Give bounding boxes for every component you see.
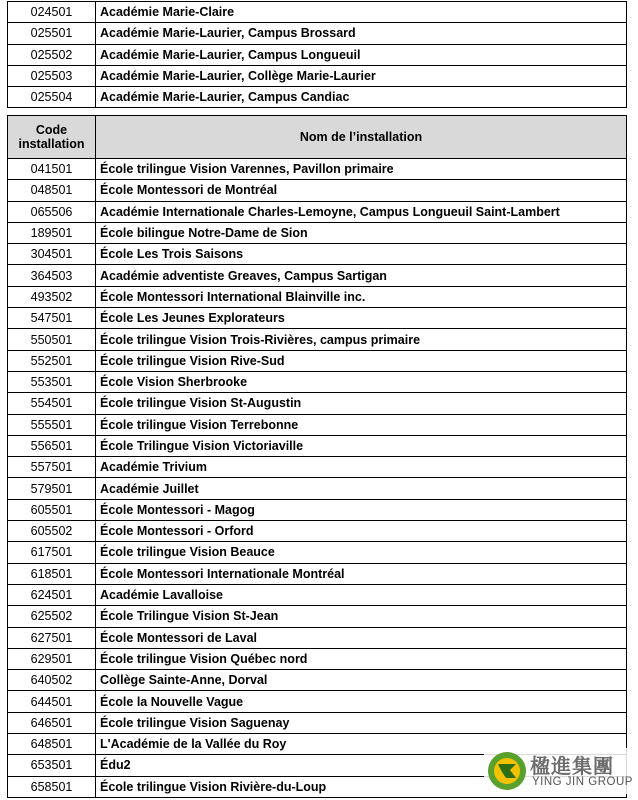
table-row [8,222,627,243]
top-table [7,1,627,108]
installation-code: 025504 [8,87,96,108]
installation-code: 304501 [8,244,96,265]
installation-name: L'Académie de la Vallée du Roy [96,734,627,755]
installation-code: 555501 [8,414,96,435]
table-row [8,44,627,65]
table-row [8,691,627,712]
table-row [8,308,627,329]
installation-code: 617501 [8,542,96,563]
table-row [8,521,627,542]
table-row [8,414,627,435]
table-row [8,627,627,648]
installation-name: Académie Trivium [96,457,627,478]
installation-code: 048501 [8,180,96,201]
installation-code: 644501 [8,691,96,712]
installation-name: Collège Sainte-Anne, Dorval [96,670,627,691]
installation-name: École Montessori - Orford [96,521,627,542]
installation-name: École trilingue Vision Varennes, Pavillon primaire [96,159,627,180]
installation-code: 625502 [8,606,96,627]
installation-code: 653501 [8,755,96,776]
table-row [8,478,627,499]
installation-code: 624501 [8,584,96,605]
installation-name: École Trilingue Vision St-Jean [96,606,627,627]
installation-name: École la Nouvelle Vague [96,691,627,712]
installation-code: 553501 [8,371,96,392]
installation-code: 556501 [8,435,96,456]
installation-name: École Montessori - Magog [96,499,627,520]
table-row [8,87,627,108]
table-row [8,180,627,201]
table-row [8,542,627,563]
top-table-body [8,2,627,108]
installations-table-body [8,159,627,798]
installation-code: 557501 [8,457,96,478]
installation-code: 552501 [8,350,96,371]
table-row [8,393,627,414]
installation-code: 629501 [8,648,96,669]
installation-name: Académie Marie-Laurier, Collège Marie-Laurier [96,65,627,86]
installation-name: École Les Jeunes Explorateurs [96,308,627,329]
installation-code: 065506 [8,201,96,222]
installation-code: 189501 [8,222,96,243]
installation-code: 547501 [8,308,96,329]
table-header-row [8,116,627,159]
table-row [8,606,627,627]
installation-name: École trilingue Vision Beauce [96,542,627,563]
installation-code: 024501 [8,2,96,23]
installation-code: 025502 [8,44,96,65]
installation-name: École Les Trois Saisons [96,244,627,265]
table-row [8,159,627,180]
table-row [8,65,627,86]
installation-code: 605501 [8,499,96,520]
installation-name: École trilingue Vision Saguenay [96,712,627,733]
installation-name: École Montessori International Blainville inc. [96,286,627,307]
installation-name: Académie Marie-Claire [96,2,627,23]
installation-name: Académie Marie-Laurier, Campus Longueuil [96,44,627,65]
installation-code: 646501 [8,712,96,733]
installation-code: 579501 [8,478,96,499]
installation-name: École trilingue Vision St-Augustin [96,393,627,414]
installation-name: Académie Lavalloise [96,584,627,605]
installation-name: Académie adventiste Greaves, Campus Sartigan [96,265,627,286]
installation-name: École trilingue Vision Terrebonne [96,414,627,435]
installation-name: École bilingue Notre-Dame de Sion [96,222,627,243]
table-row [8,244,627,265]
installation-name: École Vision Sherbrooke [96,371,627,392]
installation-code: 627501 [8,627,96,648]
table-row [8,563,627,584]
table-row [8,499,627,520]
installation-name: Académie Juillet [96,478,627,499]
watermark-cn: 楹進集團 [530,754,614,778]
installation-code: 618501 [8,563,96,584]
installation-code: 550501 [8,329,96,350]
table-row [8,2,627,23]
table-row [8,457,627,478]
installation-name: École Montessori de Laval [96,627,627,648]
installations-table [7,115,627,798]
table-row [8,584,627,605]
header-name: Nom de l’installation [96,116,627,159]
watermark-en: YING JIN GROUP [532,776,633,788]
installation-code: 364503 [8,265,96,286]
installation-code: 605502 [8,521,96,542]
table-row [8,371,627,392]
installation-code: 648501 [8,734,96,755]
table-row [8,350,627,371]
table-row [8,435,627,456]
installation-code: 025501 [8,23,96,44]
installation-name: École trilingue Vision Québec nord [96,648,627,669]
table-row [8,265,627,286]
table-row [8,201,627,222]
installation-name: Académie Marie-Laurier, Campus Candiac [96,87,627,108]
installation-name: Édu2 [96,755,627,776]
installation-name: Académie Internationale Charles-Lemoyne, Campus Longueuil Saint-Lambert [96,201,627,222]
installation-name: École Montessori de Montréal [96,180,627,201]
installation-name: École trilingue Vision Rivière-du-Loup [96,776,627,797]
installation-name: École trilingue Vision Rive-Sud [96,350,627,371]
installation-code: 554501 [8,393,96,414]
table-row [8,712,627,733]
installation-name: École Montessori Internationale Montréal [96,563,627,584]
installation-name: École Trilingue Vision Victoriaville [96,435,627,456]
installation-code: 493502 [8,286,96,307]
table-row [8,648,627,669]
table-row [8,670,627,691]
installation-code: 658501 [8,776,96,797]
installation-name: École trilingue Vision Trois-Rivières, campus primaire [96,329,627,350]
installation-code: 640502 [8,670,96,691]
installation-code: 025503 [8,65,96,86]
yingjin-logo-icon [486,750,528,792]
table-row [8,23,627,44]
table-row [8,286,627,307]
header-code: Code installation [8,116,96,159]
installation-name: Académie Marie-Laurier, Campus Brossard [96,23,627,44]
installation-code: 041501 [8,159,96,180]
watermark-logo [484,748,634,794]
table-row [8,329,627,350]
